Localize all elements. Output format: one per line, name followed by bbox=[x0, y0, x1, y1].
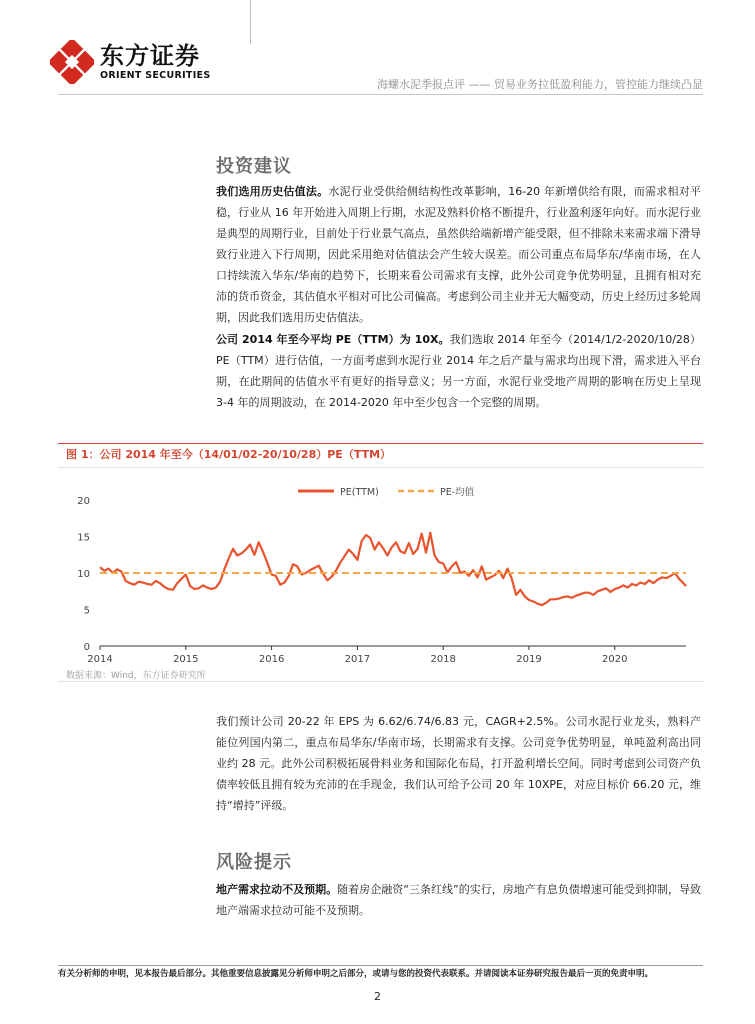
x-tick-label: 2016 bbox=[258, 654, 285, 663]
risk-paragraph-1 bbox=[216, 879, 701, 921]
orient-securities-logo-icon bbox=[50, 40, 94, 84]
paragraph-body: 随着房企融资“三条红线”的实行，房地产有息负债增速可能受到抑制，导致地产端需求拉动可能不及预期。 bbox=[216, 883, 701, 917]
company-logo bbox=[50, 40, 210, 84]
y-tick-label: 5 bbox=[83, 605, 90, 617]
investment-paragraph-2 bbox=[216, 329, 701, 413]
chart-legend bbox=[298, 486, 475, 498]
x-tick-label: 2015 bbox=[173, 654, 199, 663]
paragraph-lead: 我们选用历史估值法。 bbox=[216, 185, 329, 198]
legend-label: PE(TTM) bbox=[340, 487, 379, 498]
x-axis-ticks bbox=[87, 646, 627, 663]
x-tick-label: 2019 bbox=[516, 654, 542, 663]
report-title: 海螺水泥季报点评 —— 贸易业务拉低盈利能力，管控能力继续凸显 bbox=[377, 78, 703, 91]
paragraph-body: 水泥行业受供给侧结构性改革影响，16-20 年新增供给有限，而需求相对平稳，行业从 16 年开始进入周期上行期，水泥及熟料价格不断提升，行业盈利逐年向好。而水泥行业是典型的周期行业，目前处于行业景气高点，虽然供给端新增产能受限，但不排除未来需求端下滑导致行业进入下行周期，因此采用绝对估值法会产生较大误差。而公司重点布局华东/华南市场，在人口持续流入华东/华南的趋势下，长期来看公司需求有支撑，此外公司竞争优势明显，且拥有相对充沛的货币资金，其估值水平相对可比公司偏高。考虑到公司主业并无大幅变动，历史上经历过多轮周期，因此我们选用历史估值法。 bbox=[216, 185, 701, 324]
figure-top-rule bbox=[58, 443, 703, 444]
pe-ttm-line-chart bbox=[58, 478, 703, 663]
x-tick-label: 2017 bbox=[344, 654, 371, 663]
figure-source: 数据来源：Wind，东方证券研究所 bbox=[66, 671, 206, 681]
x-tick-label: 2018 bbox=[430, 654, 456, 663]
footer-disclaimer: 有关分析师的申明，见本报告最后部分。其他重要信息披露见分析师申明之后部分，或请与您的投资代表联系。并请阅读本证券研究报告最后一页的免责申明。 bbox=[58, 969, 654, 979]
pe-ttm-series-line bbox=[100, 533, 686, 605]
company-name-cn: 东方证券 bbox=[100, 42, 200, 70]
investment-paragraph-3: 我们预计公司 20-22 年 EPS 为 6.62/6.74/6.83 元，CAGR+2.5%。公司水泥行业龙头，熟料产能位列国内第二，重点布局华东/华南市场，长期需求有支撑。公司竞争优势明显，单吨盈利高出同业约 28 元。此外公司积极拓展骨料业务和国际化布局，打开盈利增长空间。同时考虑到公司资产负债率较低且拥有较为充沛的在手现金，我们认可给予公司 20 年 10XPE，对应目标价 66.20 元，维持“增持”评级。 bbox=[216, 715, 701, 812]
y-tick-label: 10 bbox=[77, 569, 90, 580]
y-tick-label: 0 bbox=[83, 642, 90, 653]
company-name-en: ORIENT SECURITIES bbox=[100, 70, 211, 81]
figure-bottom-rule bbox=[58, 681, 703, 682]
y-axis-ticks bbox=[77, 496, 90, 653]
header-divider-vertical bbox=[250, 0, 251, 44]
figure-title-rule bbox=[58, 467, 703, 468]
paragraph-lead: 公司 2014 年至今平均 PE（TTM）为 10X。 bbox=[216, 333, 450, 346]
section-title-risk: 风险提示 bbox=[216, 852, 292, 873]
footer-divider bbox=[58, 965, 703, 966]
y-tick-label: 20 bbox=[77, 496, 90, 507]
y-tick-label: 15 bbox=[77, 532, 90, 544]
legend-label: PE-均值 bbox=[440, 487, 475, 498]
x-tick-label: 2020 bbox=[602, 654, 628, 663]
figure-title: 图 1：公司 2014 年至今（14/01/02-20/10/28）PE（TTM） bbox=[66, 448, 392, 461]
x-tick-label: 2014 bbox=[87, 654, 113, 663]
paragraph-body: 我们选取 2014 年至今（2014/1/2-2020/10/28）PE（TTM）进行估值，一方面考虑到水泥行业 2014 年之后产量与需求均出现下滑，需求进入平台期，在此期间的估值水平有更好的指导意义；另一方面，水泥行业受地产周期的影响在历史上呈现 3-4 年的周期波动，在 2014-2020 年中至少包含一个完整的周期。 bbox=[216, 333, 701, 409]
section-title-investment: 投资建议 bbox=[216, 156, 292, 177]
header-divider bbox=[58, 94, 703, 95]
paragraph-lead: 地产需求拉动不及预期。 bbox=[216, 883, 338, 896]
investment-paragraph-1 bbox=[216, 181, 701, 328]
chart-series bbox=[100, 533, 686, 605]
page-number: 2 bbox=[374, 990, 381, 1003]
